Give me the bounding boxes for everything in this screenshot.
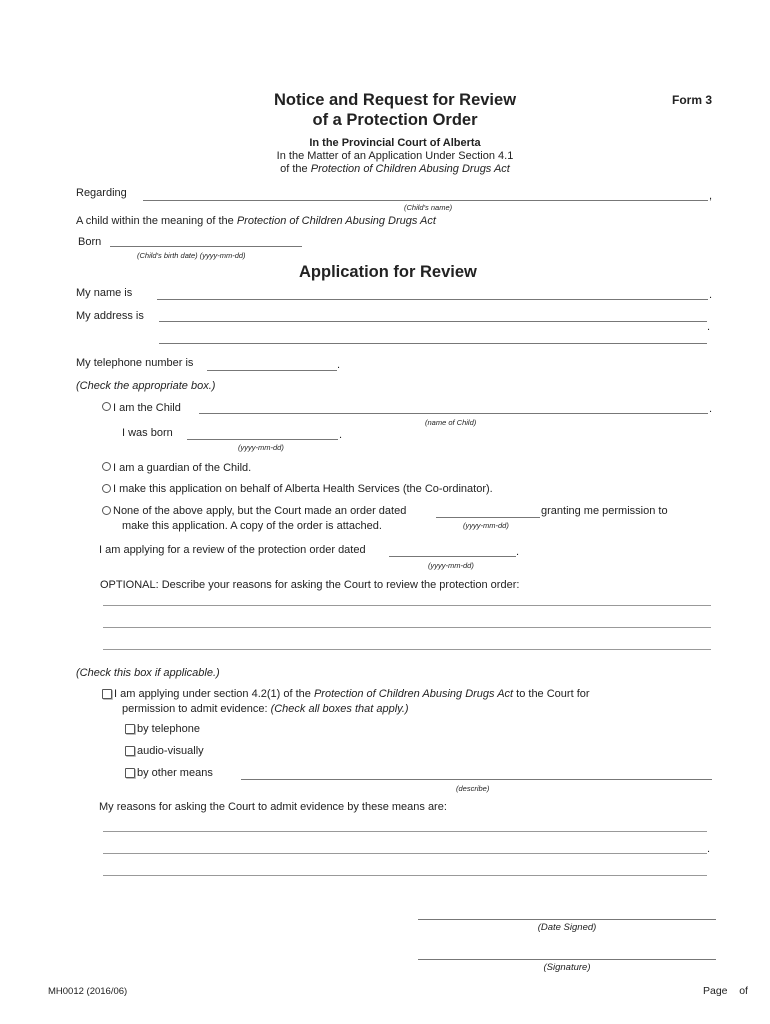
date-signed-field[interactable] [418, 919, 716, 920]
address-period: . [707, 321, 711, 333]
by-other-means-checkbox[interactable] [125, 768, 135, 778]
evidence-line2 [122, 703, 409, 715]
audio-visually-checkbox[interactable] [125, 746, 135, 756]
review-caption: (yyyy-mm-dd) [428, 561, 474, 570]
address-label: My address is [76, 310, 144, 322]
review-reasons-line2[interactable] [103, 627, 711, 628]
born-caption: (Child's birth date) (yyyy-mm-dd) [137, 251, 246, 260]
evidence-reasons-line2[interactable] [103, 853, 707, 854]
review-period: . [516, 546, 520, 558]
form-code: MH0012 (2016/06) [48, 986, 128, 997]
order-date-field[interactable] [436, 517, 540, 518]
name-field[interactable] [157, 299, 708, 300]
option-child-radio[interactable] [102, 402, 111, 411]
born-label: Born [78, 236, 102, 248]
option-none-radio[interactable] [102, 506, 111, 515]
evidence-line1 [114, 688, 590, 700]
matter-prefix: of the [280, 163, 308, 175]
signature-caption: (Signature) [543, 962, 591, 973]
review-label: I am applying for a review of the protection order dated [99, 544, 366, 556]
date-signed-caption: (Date Signed) [537, 922, 597, 933]
evidence-reasons-period: . [707, 843, 711, 855]
address-field-line1[interactable] [159, 321, 707, 322]
option-child-caption: (name of Child) [425, 418, 477, 427]
signature-field[interactable] [418, 959, 716, 960]
matter-line1: In the Matter of an Application Under Section 4.1 [276, 150, 514, 162]
child-definition [76, 215, 436, 227]
child-name-input[interactable] [199, 413, 708, 414]
audio-visually-label: audio-visually [137, 745, 204, 757]
review-date-field[interactable] [389, 556, 516, 557]
child-definition-act: Protection of Children Abusing Drugs Act [236, 215, 436, 227]
check-instruction: (Check the appropriate box.) [76, 380, 216, 392]
form-title [245, 90, 545, 130]
regarding-comma: , [709, 190, 713, 202]
child-definition-prefix: A child within the meaning of the [76, 215, 234, 227]
form-title-line1: Notice and Request for Review [273, 91, 517, 109]
option-child-period: . [709, 403, 713, 415]
review-reasons-line1[interactable] [103, 605, 711, 606]
evidence-line1-suffix: to the Court for [516, 688, 590, 700]
matter-act: Protection of Children Abusing Drugs Act [310, 163, 510, 175]
evidence-reasons-line3[interactable] [103, 875, 707, 876]
option-child-label: I am the Child [113, 402, 181, 414]
optional-label: OPTIONAL: Describe your reasons for asking the Court to review the protection order: [100, 579, 520, 591]
evidence-instruction: (Check this box if applicable.) [76, 667, 220, 679]
was-born-label: I was born [122, 427, 173, 439]
form-title-line2: of a Protection Order [312, 111, 478, 129]
phone-field[interactable] [207, 370, 337, 371]
page-number: Page of [703, 985, 748, 997]
option-none-caption: (yyyy-mm-dd) [463, 521, 509, 530]
name-label: My name is [76, 287, 133, 299]
matter-line2 [195, 163, 595, 175]
was-born-caption: (yyyy-mm-dd) [238, 443, 284, 452]
evidence-reasons-line1[interactable] [103, 831, 707, 832]
option-guardian-label: I am a guardian of the Child. [113, 462, 252, 474]
option-none-line2: make this application. A copy of the order is attached. [122, 520, 382, 532]
by-other-means-label: by other means [137, 767, 213, 779]
option-none-line1: None of the above apply, but the Court made an order dated [113, 505, 407, 517]
evidence-line1-prefix: I am applying under section 4.2(1) of the [114, 688, 311, 700]
application-heading: Application for Review [299, 263, 477, 281]
was-born-field[interactable] [187, 439, 338, 440]
name-period: . [709, 289, 713, 301]
reasons-label: My reasons for asking the Court to admit evidence by these means are: [99, 801, 447, 813]
evidence-line2-prefix: permission to admit evidence: [122, 703, 268, 715]
child-name-caption: (Child's name) [404, 203, 453, 212]
address-field-line2[interactable] [159, 343, 707, 344]
admit-evidence-checkbox[interactable] [102, 689, 112, 699]
court-name: In the Provincial Court of Alberta [309, 137, 481, 149]
option-none-suffix: granting me permission to [541, 505, 668, 517]
evidence-line1-act: Protection of Children Abusing Drugs Act [313, 688, 514, 700]
child-name-field[interactable] [143, 200, 708, 201]
regarding-label: Regarding [76, 187, 127, 199]
other-means-field[interactable] [241, 779, 712, 780]
phone-label: My telephone number is [76, 357, 194, 369]
option-guardian-radio[interactable] [102, 462, 111, 471]
by-telephone-checkbox[interactable] [125, 724, 135, 734]
option-ahs-radio[interactable] [102, 484, 111, 493]
child-birth-date-field[interactable] [110, 246, 302, 247]
form-number: Form 3 [672, 93, 713, 107]
option-ahs-label: I make this application on behalf of Alberta Health Services (the Co-ordinator). [113, 483, 493, 495]
by-telephone-label: by telephone [137, 723, 200, 735]
review-reasons-line3[interactable] [103, 649, 711, 650]
describe-caption: (describe) [456, 784, 490, 793]
evidence-line2-italic: (Check all boxes that apply.) [270, 703, 409, 715]
phone-period: . [337, 359, 341, 371]
was-born-period: . [339, 429, 343, 441]
